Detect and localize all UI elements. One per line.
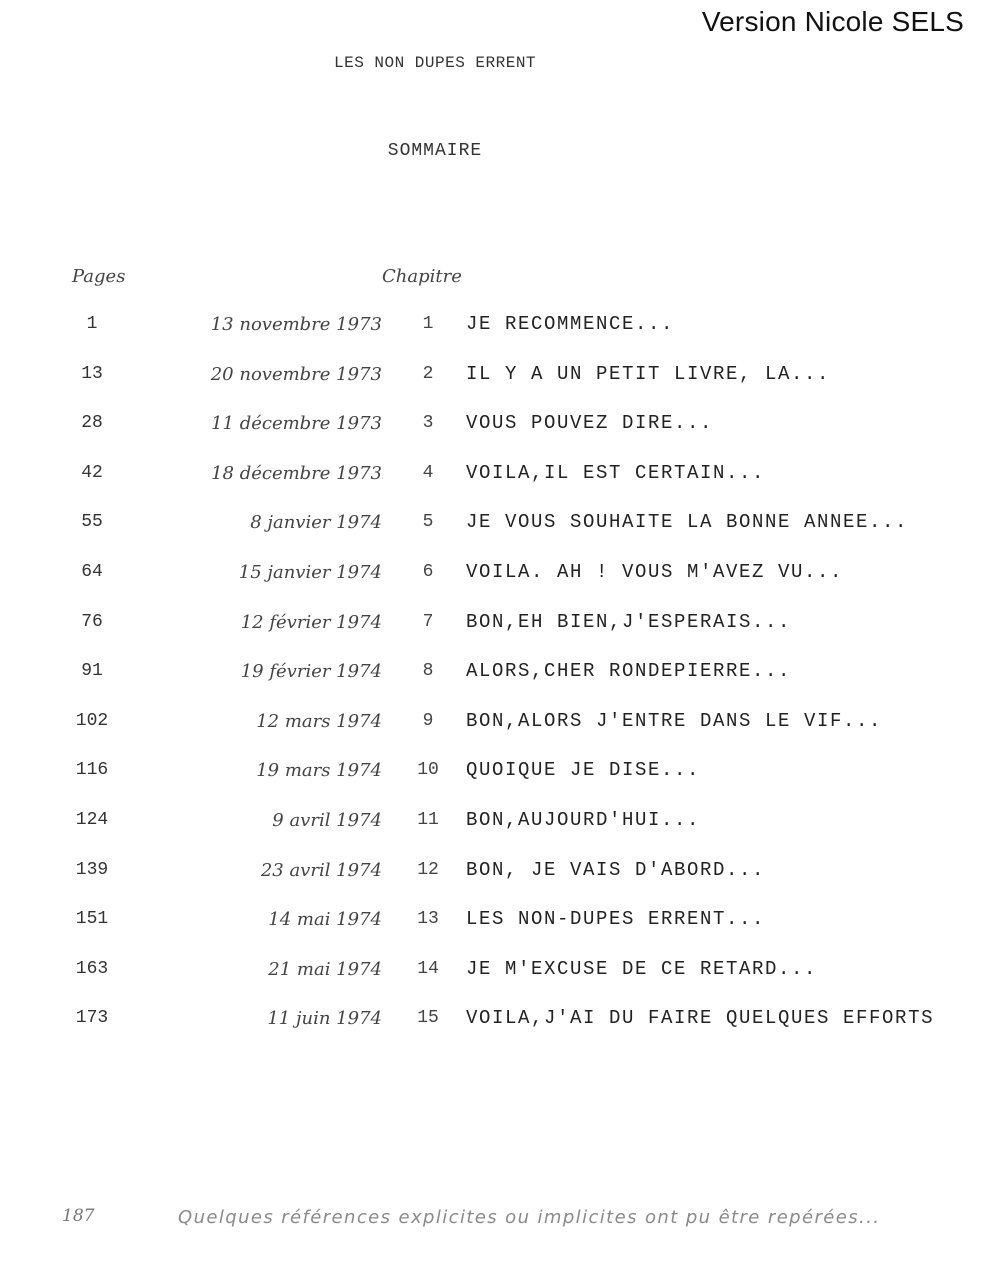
- toc-session-date: 20 novembre 1973: [210, 363, 382, 385]
- toc-row: [0, 411, 982, 461]
- toc-session-date: 21 mai 1974: [268, 958, 382, 980]
- table-of-contents: [0, 312, 982, 1056]
- toc-chapter-number: 8: [422, 661, 434, 682]
- footer-page-number: 187: [62, 1206, 95, 1226]
- toc-row: [0, 312, 982, 362]
- toc-chapter-title: BON,EH BIEN,J'ESPERAIS...: [466, 610, 792, 633]
- document-subtitle: SOMMAIRE: [387, 141, 483, 161]
- pages-column-header: Pages: [72, 266, 126, 287]
- toc-session-date: 23 avril 1974: [260, 859, 382, 881]
- toc-row: [0, 957, 982, 1007]
- toc-page-number: 28: [81, 413, 103, 434]
- toc-row: [0, 1006, 982, 1056]
- version-label: Version Nicole SELS: [701, 6, 964, 37]
- toc-session-date: 12 mars 1974: [256, 710, 382, 732]
- toc-chapter-number: 12: [417, 859, 439, 880]
- toc-session-date: 9 avril 1974: [272, 809, 382, 831]
- toc-row: [0, 907, 982, 957]
- toc-chapter-title: VOILA. AH ! VOUS M'AVEZ VU...: [466, 560, 844, 583]
- toc-page-number: 91: [81, 661, 103, 682]
- toc-chapter-number: 2: [422, 363, 434, 384]
- toc-page-number: 151: [75, 909, 109, 930]
- toc-row: [0, 461, 982, 511]
- toc-chapter-title: BON,ALORS J'ENTRE DANS LE VIF...: [466, 709, 883, 732]
- toc-chapter-title: BON,AUJOURD'HUI...: [466, 808, 701, 831]
- toc-chapter-title: ALORS,CHER RONDEPIERRE...: [466, 660, 792, 683]
- toc-chapter-number: 5: [422, 512, 434, 533]
- toc-session-date: 18 décembre 1973: [211, 462, 382, 484]
- toc-chapter-title: JE RECOMMENCE...: [466, 313, 675, 335]
- toc-chapter-title: IL Y A UN PETIT LIVRE, LA...: [466, 362, 831, 385]
- toc-chapter-title: VOILA,J'AI DU FAIRE QUELQUES EFFORTS: [466, 1007, 935, 1030]
- toc-chapter-number: 1: [422, 314, 434, 334]
- toc-session-date: 19 mars 1974: [256, 760, 382, 782]
- toc-chapter-number: 6: [422, 561, 434, 582]
- toc-page-number: 1: [86, 314, 98, 334]
- toc-chapter-title: QUOIQUE JE DISE...: [466, 759, 701, 782]
- toc-row: [0, 709, 982, 759]
- toc-chapter-title: JE M'EXCUSE DE CE RETARD...: [466, 957, 818, 980]
- toc-page-number: 102: [75, 710, 109, 731]
- toc-session-date: 11 décembre 1973: [211, 413, 382, 435]
- toc-page-number: 76: [81, 611, 103, 632]
- toc-row: [0, 808, 982, 858]
- toc-row: [0, 560, 982, 610]
- toc-session-date: 8 janvier 1974: [250, 512, 382, 534]
- toc-chapter-number: 11: [417, 809, 439, 830]
- toc-row: [0, 510, 982, 560]
- toc-chapter-number: 3: [422, 413, 434, 434]
- toc-page-number: 64: [81, 561, 103, 582]
- footer-note: Quelques références explicites ou implicites ont pu être repérées...: [178, 1207, 881, 1228]
- toc-page-number: 163: [75, 958, 109, 979]
- toc-row: [0, 758, 982, 808]
- toc-chapter-number: 9: [422, 710, 434, 731]
- toc-session-date: 12 février 1974: [240, 611, 382, 633]
- toc-chapter-number: 14: [417, 958, 439, 979]
- toc-session-date: 11 juin 1974: [267, 1008, 382, 1030]
- toc-chapter-number: 10: [417, 760, 439, 781]
- toc-page-number: 55: [81, 512, 103, 533]
- toc-page-number: 116: [75, 760, 109, 781]
- toc-chapter-number: 4: [422, 462, 434, 483]
- document-title: LES NON DUPES ERRENT: [333, 54, 537, 72]
- toc-chapter-number: 15: [417, 1008, 439, 1029]
- toc-chapter-number: 13: [417, 909, 439, 930]
- toc-row: [0, 610, 982, 660]
- toc-chapter-title: JE VOUS SOUHAITE LA BONNE ANNEE...: [466, 511, 909, 534]
- toc-chapter-title: BON, JE VAIS D'ABORD...: [466, 858, 766, 881]
- toc-session-date: 13 novembre 1973: [210, 314, 382, 335]
- toc-page-number: 124: [75, 809, 109, 830]
- toc-row: [0, 362, 982, 412]
- toc-page-number: 173: [75, 1008, 109, 1029]
- toc-page-number: 42: [81, 462, 103, 483]
- toc-chapter-title: VOUS POUVEZ DIRE...: [466, 412, 714, 435]
- chapitre-column-header: Chapitre: [382, 266, 462, 287]
- toc-session-date: 14 mai 1974: [268, 909, 382, 931]
- toc-page-number: 139: [75, 859, 109, 880]
- toc-page-number: 13: [81, 363, 103, 384]
- toc-chapter-title: LES NON-DUPES ERRENT...: [466, 908, 766, 931]
- toc-chapter-number: 7: [422, 611, 434, 632]
- toc-session-date: 15 janvier 1974: [238, 561, 382, 583]
- toc-session-date: 19 février 1974: [240, 661, 382, 683]
- toc-chapter-title: VOILA,IL EST CERTAIN...: [466, 461, 766, 484]
- toc-row: [0, 858, 982, 908]
- toc-row: [0, 659, 982, 709]
